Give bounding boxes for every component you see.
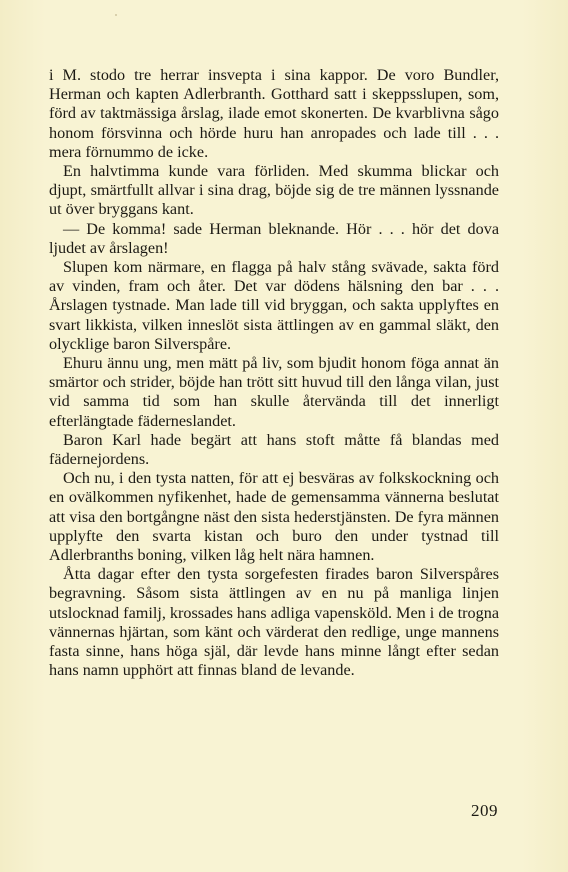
paragraph: Och nu, i den tysta natten, för att ej besväras av folkskockning och en ovälkommen nyfikenhet, hade de gemensamma vännerna beslutat att visa den bortgångne näst den sista hederstjänsten. De fyra männen upplyfte den svarta kistan och buro den under tystnad till Adlerbranths boning, vilken låg helt nära hamnen. xyxy=(49,469,499,565)
paragraph: — De komma! sade Herman bleknande. Hör . . . hör det dova ljudet av årslagen! xyxy=(49,219,499,257)
paragraph: Ehuru ännu ung, men mätt på liv, som bjudit honom föga annat än smärtor och strider, böjde han trött sitt huvud till den långa vilan, just vid samma tid som han skulle återvända till det innerligt efterlängtade fäderneslandet. xyxy=(49,354,499,430)
paragraph: Slupen kom närmare, en flagga på halv stång svävade, sakta förd av vinden, fram och åter. Det var dödens hälsning den bar . . . Årslagen tystnade. Man lade till vid bryggan, och sakta upplyftes en svart likkista, vilken inneslöt sista ättlingen av en gammal släkt, den olycklige baron Silverspåre. xyxy=(49,258,499,353)
paragraph: Baron Karl hade begärt att hans stoft måtte få blandas med fädernejordens. xyxy=(49,430,499,469)
paragraph: En halvtimma kunde vara förliden. Med skumma blickar och djupt, smärtfullt allvar i sina drag, böjde sig de tre männen lyssnande ut över bryggans kant. xyxy=(49,162,499,219)
paragraph: Åtta dagar efter den tysta sorgefesten firades baron Silverspåres begravning. Såsom sista ättlingen av en nu på manliga linjen utslocknad familj, krossades hans adliga vapensköld. Men i de trogna vännernas hjärtan, som känt och värderat den redlige, unge mannens fasta sinne, hans höga själ, där levde hans minne långt efter sedan hans namn upphört att finnas bland de levande. xyxy=(49,565,500,680)
paragraph: i M. stodo tre herrar insvepta i sina kappor. De voro Bundler, Herman och kapten Adlerbranth. Gotthard satt i skeppsslupen, som, förd av taktmässiga årslag, ilade emot skonerten. De kvarblivna sågo honom försvinna och hörde huru han anropades och lade till . . . mera förnummo de icke. xyxy=(49,66,499,161)
paper-speck xyxy=(115,14,117,16)
page-number: 209 xyxy=(471,801,498,820)
body-text xyxy=(49,66,499,681)
